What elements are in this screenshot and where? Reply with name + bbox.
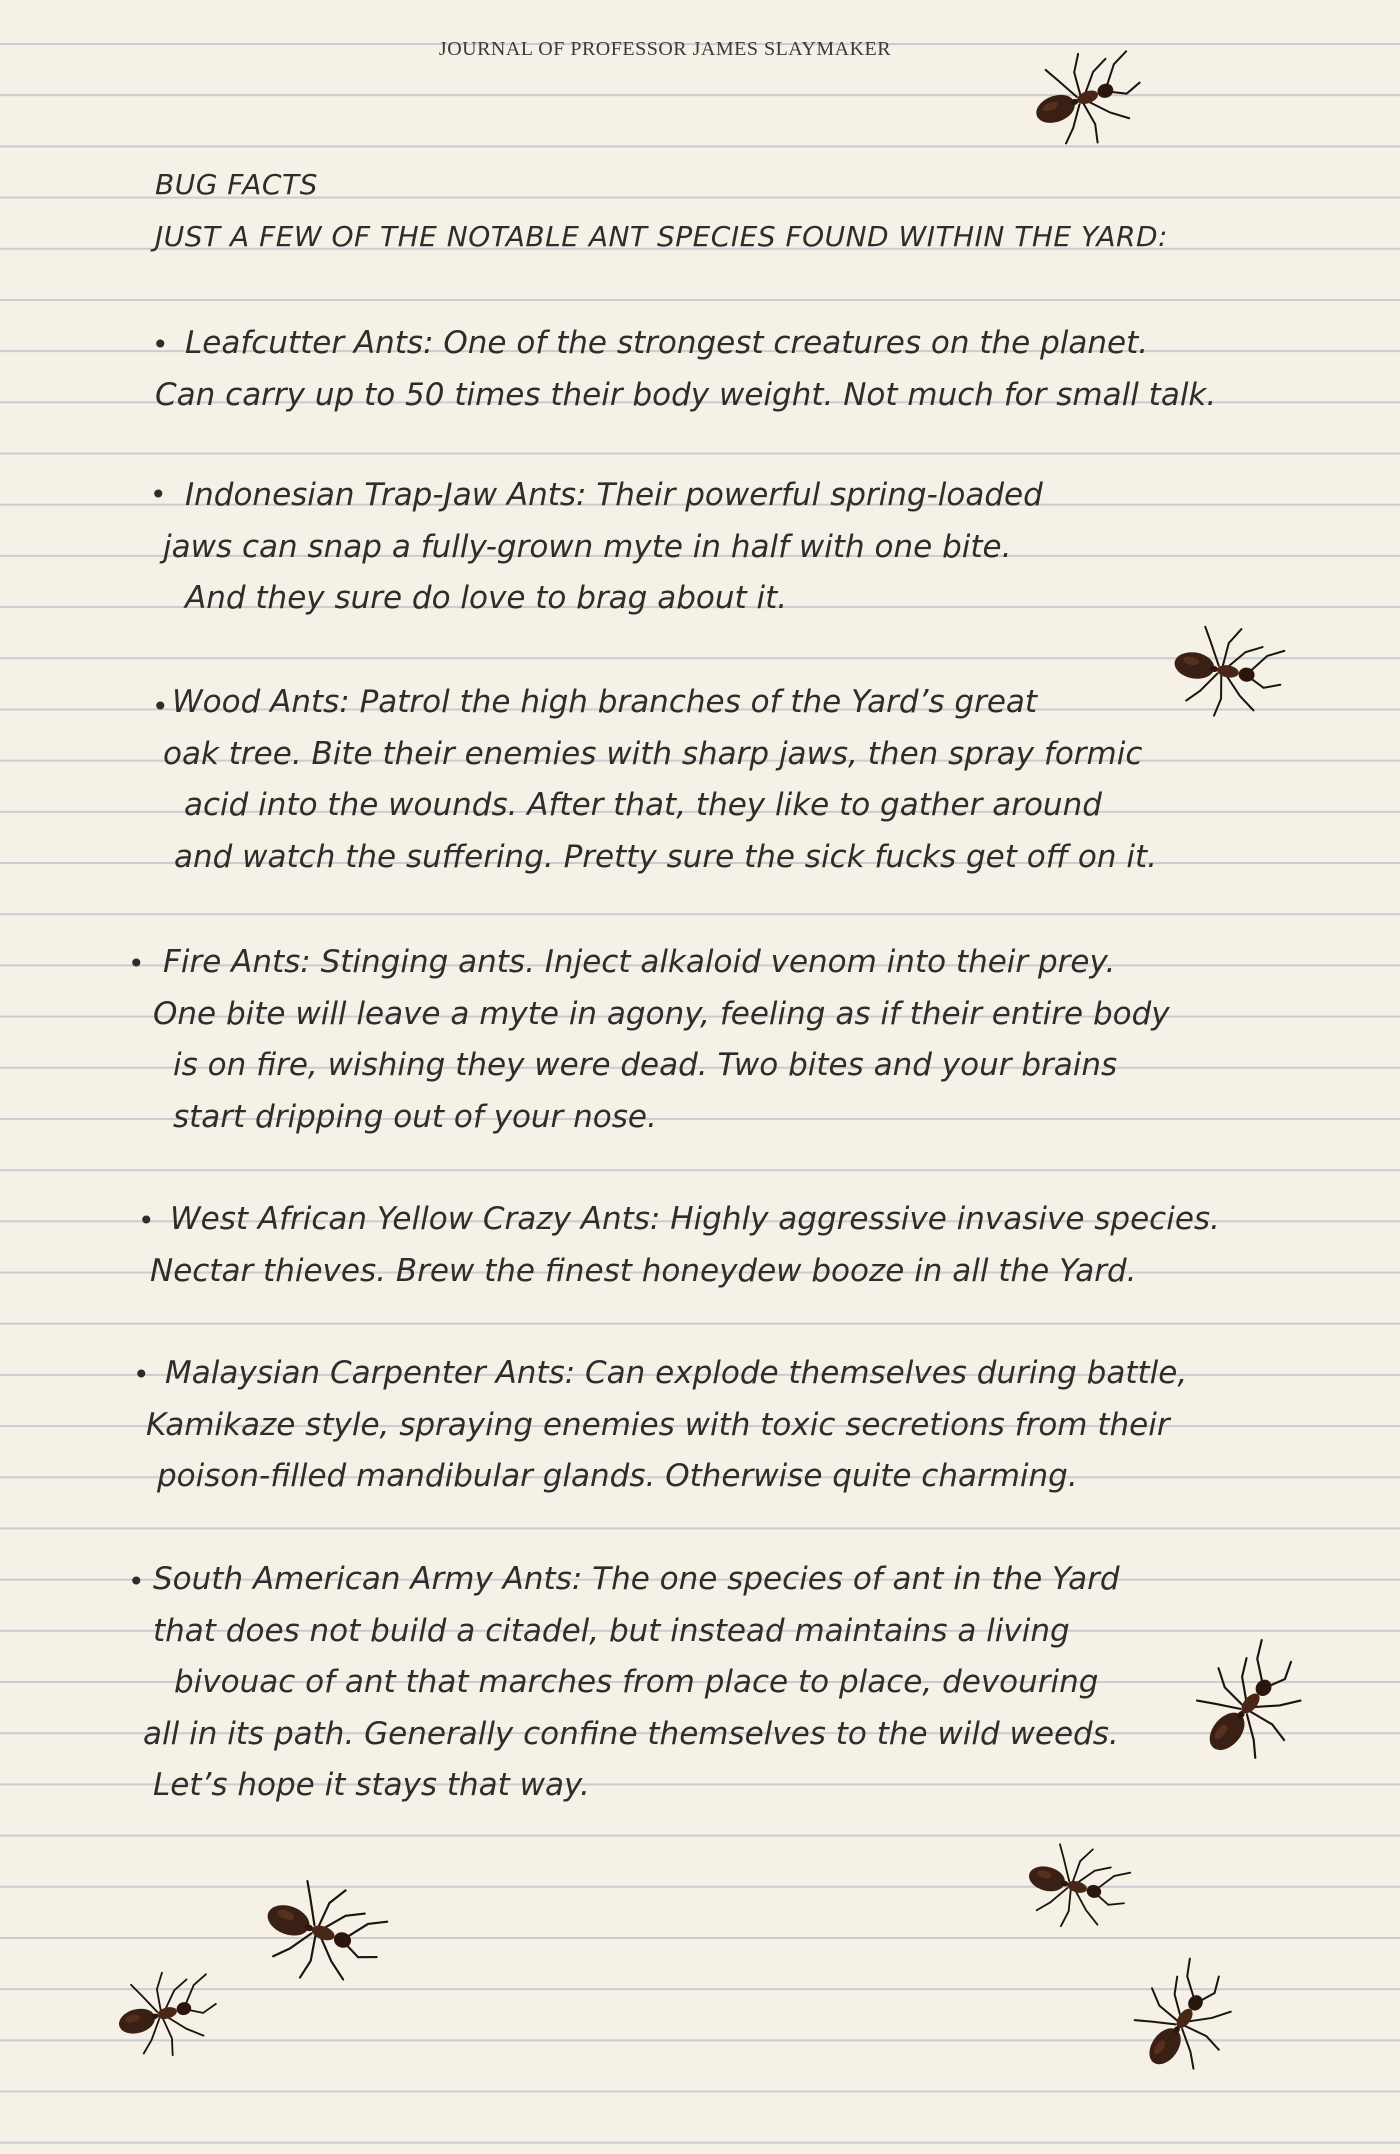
bullet: •: [152, 690, 169, 723]
entry-line: all in its path. Generally confine themselves to the wild weeds.: [143, 1716, 1119, 1752]
entry-line: Let’s hope it stays that way.: [153, 1767, 590, 1803]
bullet: •: [133, 1358, 150, 1391]
entry-line: is on fire, wishing they were dead. Two bites and your brains: [173, 1047, 1118, 1083]
entry-line: start dripping out of your nose.: [173, 1099, 657, 1135]
section-title: BUG FACTS: [155, 168, 318, 201]
bullet: •: [128, 1565, 145, 1598]
entry-line: And they sure do love to brag about it.: [185, 580, 788, 616]
entry-line: and watch the suffering. Pretty sure the sick fucks get off on it.: [174, 839, 1158, 875]
journal-header: JOURNAL OF PROFESSOR JAMES SLAYMAKER: [438, 38, 892, 60]
bullet: •: [150, 478, 167, 511]
entry-line: Nectar thieves. Brew the finest honeydew booze in all the Yard.: [150, 1253, 1137, 1289]
entry-line: South American Army Ants: The one species of ant in the Yard: [153, 1561, 1120, 1597]
ant-icon: [83, 1945, 237, 2085]
entry-line: Kamikaze style, spraying enemies with toxic secretions from their: [146, 1407, 1170, 1443]
bullet: •: [128, 947, 145, 980]
entry-line: that does not build a citadel, but instead maintains a living: [153, 1613, 1070, 1649]
entry-line: acid into the wounds. After that, they like to gather around: [184, 787, 1102, 823]
ant-icon: [1139, 1604, 1350, 1815]
entry-line: Malaysian Carpenter Ants: Can explode themselves during battle,: [165, 1355, 1188, 1391]
entry-line: poison-filled mandibular glands. Otherwise quite charming.: [157, 1458, 1078, 1494]
entry-line: jaws can snap a fully-grown myte in half with one bite.: [163, 529, 1012, 565]
entry-line: One bite will leave a myte in agony, feeling as if their entire body: [153, 996, 1170, 1032]
entry-line: Leafcutter Ants: One of the strongest creatures on the planet.: [185, 325, 1149, 361]
ant-icon: [213, 1840, 417, 2020]
entry-line: Indonesian Trap-Jaw Ants: Their powerful spring-loaded: [185, 477, 1043, 513]
entry-line: oak tree. Bite their enemies with sharp jaws, then spray formic: [163, 736, 1143, 772]
entry-line: Can carry up to 50 times their body weight. Not much for small talk.: [155, 377, 1217, 413]
ant-icon: [1131, 597, 1309, 743]
entry-line: West African Yellow Crazy Ants: Highly aggressive invasive species.: [170, 1201, 1220, 1237]
entry-line: bivouac of ant that marches from place to place, devouring: [174, 1664, 1099, 1700]
section-subtitle: JUST A FEW OF THE NOTABLE ANT SPECIES FOUND WITHIN THE YARD:: [155, 220, 1168, 253]
entry-line: Fire Ants: Stinging ants. Inject alkaloid venom into their prey.: [163, 944, 1116, 980]
ant-icon: [988, 1814, 1152, 1956]
ant-icon: [1078, 1925, 1281, 2126]
bullet: •: [138, 1204, 155, 1237]
entry-line: Wood Ants: Patrol the high branches of the Yard’s great: [172, 684, 1038, 720]
bullet: •: [152, 328, 169, 361]
